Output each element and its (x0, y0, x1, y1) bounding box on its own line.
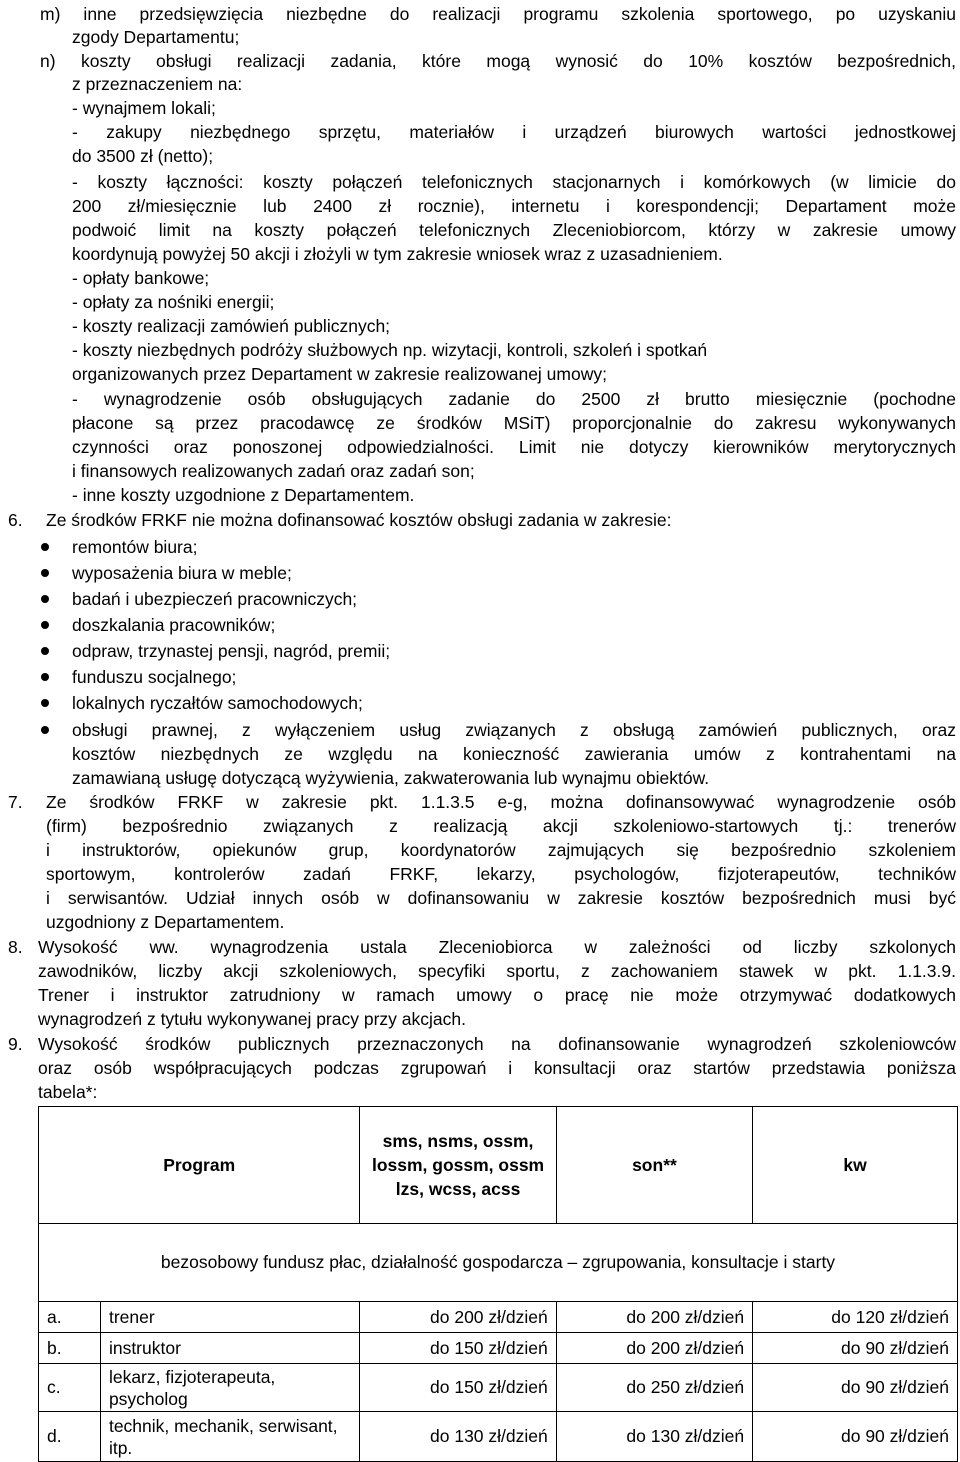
bullet-icon (41, 647, 49, 655)
list-item: remontów biura; (72, 537, 198, 557)
table-row (39, 1302, 958, 1333)
row-letter: d. (39, 1412, 101, 1462)
rate-cell: do 200 zł/dzień (556, 1333, 752, 1364)
rate-cell: do 150 zł/dzień (360, 1333, 556, 1364)
text-line: Trener i instruktor zatrudniony w ramach umowy o pracę nie może otrzymywać dodatkowych (38, 985, 956, 1005)
column-header-group1: sms, nsms, ossm, lossm, gossm, ossm lzs, wcss, acss (360, 1107, 556, 1224)
bullet-icon (41, 621, 49, 629)
list-item: odpraw, trzynastej pensji, nagród, premii; (72, 641, 391, 661)
section-number: 9. (8, 1034, 23, 1054)
column-header-program: Program (39, 1107, 360, 1224)
bullet-icon (41, 726, 49, 734)
list-item: wyposażenia biura w meble; (72, 563, 292, 583)
text-line: zgody Departamentu; (72, 27, 240, 47)
column-header-group2: son** (556, 1107, 752, 1224)
text-line: zawodników, liczby akcji szkoleniowych, specyfiki sportu, z zachowaniem stawek w pkt. 1.1.3.9. (38, 961, 956, 981)
rate-cell: do 200 zł/dzień (556, 1302, 752, 1333)
table-row (39, 1364, 958, 1412)
text-line: podwoić limit na koszty połączeń telefonicznych Zleceniobiorcom, którzy w zakresie umowy (72, 220, 956, 240)
rate-cell: do 90 zł/dzień (753, 1333, 958, 1364)
rate-cell: do 200 zł/dzień (360, 1302, 556, 1333)
section-number: 6. (8, 510, 23, 530)
row-letter: c. (39, 1364, 101, 1412)
text-line: tabela*: (38, 1082, 98, 1102)
text-line: Ze środków FRKF nie można dofinansować kosztów obsługi zadania w zakresie: (46, 510, 672, 530)
row-letter: a. (39, 1302, 101, 1333)
text-line: n) koszty obsługi realizacji zadania, które mogą wynosić do 10% kosztów bezpośrednich, (40, 51, 956, 71)
text-line: organizowanych przez Departament w zakresie realizowanej umowy; (72, 364, 607, 384)
rate-cell: do 90 zł/dzień (753, 1412, 958, 1462)
text-line: - opłaty za nośniki energii; (72, 292, 275, 312)
list-item: funduszu socjalnego; (72, 667, 237, 687)
table-subheader: bezosobowy fundusz płac, działalność gospodarcza – zgrupowania, konsultacje i starty (39, 1224, 958, 1302)
text-line: uzgodniony z Departamentem. (46, 912, 285, 932)
rate-cell: do 90 zł/dzień (753, 1364, 958, 1412)
text-line: z przeznaczeniem na: (72, 74, 243, 94)
bullet-icon (41, 569, 49, 577)
text-line: i serwisantów. Udział innych osób w dofinansowaniu w zakresie kosztów bezpośrednich musi być (46, 888, 956, 908)
bullet-icon (41, 673, 49, 681)
text-line: Wysokość ww. wynagrodzenia ustala Zleceniobiorca w zależności od liczby szkolonych (38, 937, 956, 957)
rate-cell: do 130 zł/dzień (360, 1412, 556, 1462)
row-name: instruktor (100, 1333, 359, 1364)
text-line: sportowym, kontrolerów zadań FRKF, lekarzy, psychologów, fizjoterapeutów, techników (46, 864, 956, 884)
text-line: kosztów niezbędnych ze względu na konieczność zawierania umów z kontrahentami na (72, 744, 956, 764)
text-line: koordynują powyżej 50 akcji i złożyli w tym zakresie wniosek wraz z uzasadnieniem. (72, 244, 723, 264)
text-line: - koszty realizacji zamówień publicznych; (72, 316, 391, 336)
rate-cell: do 250 zł/dzień (556, 1364, 752, 1412)
row-name: lekarz, fizjoterapeuta, psycholog (100, 1364, 359, 1412)
table-row (39, 1333, 958, 1364)
rate-cell: do 130 zł/dzień (556, 1412, 752, 1462)
table-subheader-row (39, 1224, 958, 1302)
column-header-group3: kw (753, 1107, 958, 1224)
text-line: i finansowych realizowanych zadań oraz zadań son; (72, 461, 475, 481)
text-line: Ze środków FRKF w zakresie pkt. 1.1.3.5 e-g, można dofinansowywać wynagrodzenie osób (46, 792, 956, 812)
rate-cell: do 120 zł/dzień (753, 1302, 958, 1333)
bullet-icon (41, 595, 49, 603)
bullet-icon (41, 543, 49, 551)
rate-cell: do 150 zł/dzień (360, 1364, 556, 1412)
text-line: Wysokość środków publicznych przeznaczonych na dofinansowanie wynagrodzeń szkoleniowców (38, 1034, 956, 1054)
text-line: - koszty łączności: koszty połączeń telefonicznych stacjonarnych i komórkowych (w limicie do (72, 172, 956, 192)
text-line: - opłaty bankowe; (72, 268, 210, 288)
section-number: 8. (8, 937, 23, 957)
text-line: - wynagrodzenie osób obsługujących zadanie do 2500 zł brutto miesięcznie (pochodne (72, 389, 956, 409)
list-item: badań i ubezpieczeń pracowniczych; (72, 589, 358, 609)
table-header-row (39, 1107, 958, 1224)
list-item: doszkalania pracowników; (72, 615, 276, 635)
table-row (39, 1412, 958, 1462)
text-line: zamawianą usługę dotyczącą wyżywienia, zakwaterowania lub wynajmu obiektów. (72, 768, 710, 788)
text-line: i instruktorów, opiekunów grup, koordynatorów zajmujących się bezpośrednio szkoleniem (46, 840, 956, 860)
bullet-icon (41, 699, 49, 707)
list-item: obsługi prawnej, z wyłączeniem usług związanych z obsługą zamówień publicznych, oraz (72, 720, 956, 740)
text-line: oraz osób współpracujących podczas zgrupowań i konsultacji oraz startów przedstawia poniższa (38, 1058, 956, 1078)
text-line: - wynajmem lokali; (72, 98, 216, 118)
list-item: lokalnych ryczałtów samochodowych; (72, 693, 363, 713)
text-line: - koszty niezbędnych podróży służbowych np. wizytacji, kontroli, szkoleń i spotkań (72, 340, 708, 360)
row-letter: b. (39, 1333, 101, 1364)
text-line: m) inne przedsięwzięcia niezbędne do realizacji programu szkolenia sportowego, po uzyskaniu (40, 4, 956, 24)
section-number: 7. (8, 792, 23, 812)
remuneration-table (38, 1106, 958, 1462)
text-line: do 3500 zł (netto); (72, 146, 214, 166)
text-line: 200 zł/miesięcznie lub 2400 zł rocznie), internetu i korespondencji; Departament może (72, 196, 956, 216)
text-line: wynagrodzeń z tytułu wykonywanej pracy przy akcjach. (38, 1009, 466, 1029)
text-line: - inne koszty uzgodnione z Departamentem. (72, 485, 415, 505)
text-line: czynności oraz ponoszonej odpowiedzialności. Limit nie dotyczy kierowników merytorycznych (72, 437, 956, 457)
text-line: (firm) bezpośrednio związanych z realizacją akcji szkoleniowo-startowych tj.: trenerów (46, 816, 956, 836)
text-line: płacone są przez pracodawcę ze środków MSiT) proporcjonalnie do zakresu wykonywanych (72, 413, 956, 433)
row-name: technik, mechanik, serwisant, itp. (100, 1412, 359, 1462)
row-name: trener (100, 1302, 359, 1333)
text-line: - zakupy niezbędnego sprzętu, materiałów i urządzeń biurowych wartości jednostkowej (72, 122, 956, 142)
